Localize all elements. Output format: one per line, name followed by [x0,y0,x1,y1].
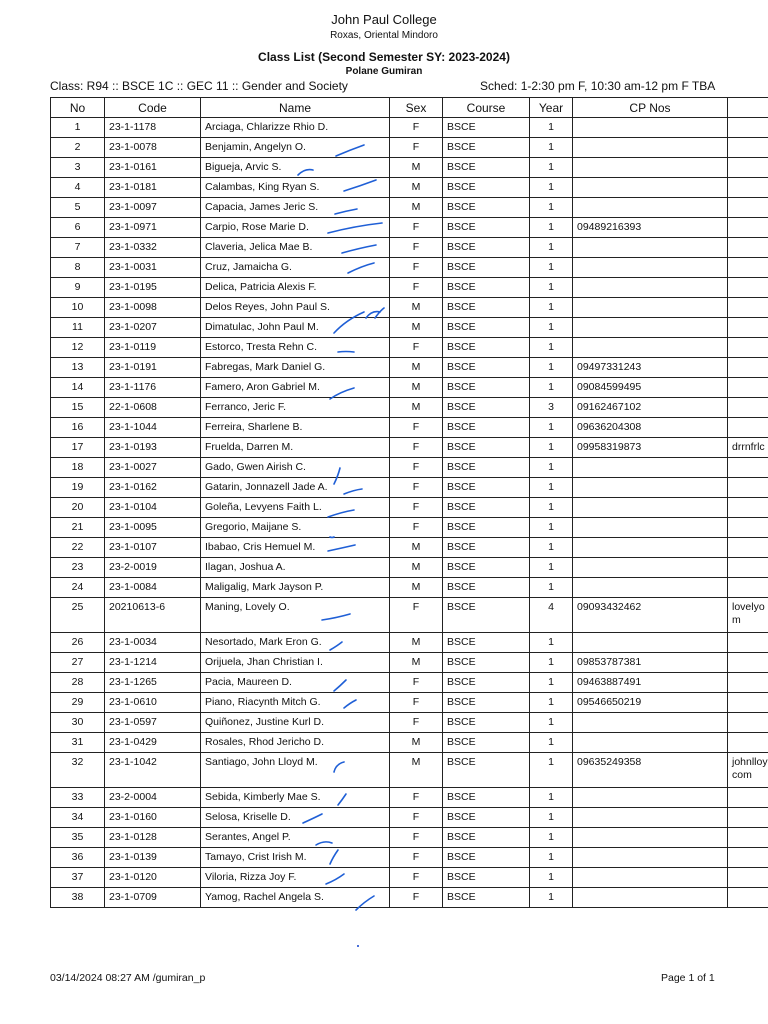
cell-year: 1 [530,238,573,258]
cell-name: Viloria, Rizza Joy F. [201,868,390,888]
pen-mark [330,850,338,864]
cell-no: 29 [51,693,105,713]
cell-no: 12 [51,338,105,358]
cell-year: 1 [530,828,573,848]
pen-mark [334,312,364,333]
pen-mark [344,700,356,708]
cell-sex: F [390,848,443,868]
cell-code: 23-1-0119 [105,338,201,358]
cell-sex: F [390,258,443,278]
cell-code: 23-1-0097 [105,198,201,218]
cell-year: 1 [530,438,573,458]
cell-year: 1 [530,498,573,518]
cell-no: 30 [51,713,105,733]
cell-cp-nos: 09093432462 [573,598,728,633]
cell-sex: F [390,693,443,713]
cell-code: 20210613-6 [105,598,201,633]
cell-code: 23-1-1214 [105,653,201,673]
cell-no: 2 [51,138,105,158]
cell-year: 3 [530,398,573,418]
cell-sex: F [390,478,443,498]
cell-year: 1 [530,418,573,438]
cell-course: BSCE [443,218,530,238]
cell-code: 23-1-0161 [105,158,201,178]
cell-code: 23-1-0139 [105,848,201,868]
cell-course: BSCE [443,458,530,478]
pen-mark [298,170,313,175]
pen-mark [335,209,357,214]
col-header-no: No [51,98,105,118]
cell-course: BSCE [443,118,530,138]
cell-course: BSCE [443,398,530,418]
cell-code: 23-1-0332 [105,238,201,258]
cell-sex: M [390,178,443,198]
print-timestamp: 03/14/2024 08:27 AM /gumiran_p [50,972,206,984]
cell-code: 23-1-0095 [105,518,201,538]
cell-no: 8 [51,258,105,278]
pen-mark [330,388,354,399]
col-header-sex: Sex [390,98,443,118]
cell-course: BSCE [443,733,530,753]
cell-year: 1 [530,653,573,673]
cell-year: 1 [530,458,573,478]
cell-sex: M [390,318,443,338]
cell-course: BSCE [443,598,530,633]
cell-course: BSCE [443,318,530,338]
pen-mark [326,874,344,884]
cell-code: 23-2-0004 [105,788,201,808]
cell-year: 1 [530,753,573,788]
cell-name: Bigueja, Arvic S. [201,158,390,178]
cell-no: 18 [51,458,105,478]
cell-no: 26 [51,633,105,653]
cell-year: 4 [530,598,573,633]
cell-course: BSCE [443,138,530,158]
cell-year: 1 [530,338,573,358]
cell-year: 1 [530,358,573,378]
cell-no: 1 [51,118,105,138]
cell-name: Goleña, Levyens Faith L. [201,498,390,518]
cell-name: Santiago, John Lloyd M. [201,753,390,788]
cell-year: 1 [530,578,573,598]
cell-sex: M [390,753,443,788]
cell-sex: M [390,578,443,598]
ink-dot [357,945,359,947]
cell-year: 1 [530,158,573,178]
cell-sex: F [390,888,443,908]
cell-year: 1 [530,868,573,888]
cell-cp-nos: 09497331243 [573,358,728,378]
cell-name: Ferranco, Jeric F. [201,398,390,418]
cell-extra: drrnfrlc [728,438,768,458]
college-name: John Paul College [331,12,437,27]
pen-mark [338,794,346,805]
pen-mark [344,180,376,191]
cell-name: Nesortado, Mark Eron G. [201,633,390,653]
cell-year: 1 [530,848,573,868]
cell-no: 35 [51,828,105,848]
cell-code: 23-1-0610 [105,693,201,713]
pen-mark [356,896,374,910]
pen-mark [330,642,342,650]
cell-name: Carpio, Rose Marie D. [201,218,390,238]
cell-year: 1 [530,888,573,908]
cell-course: BSCE [443,518,530,538]
pen-mark [316,842,332,845]
cell-cp-nos: 09463887491 [573,673,728,693]
cell-name: Calambas, King Ryan S. [201,178,390,198]
cell-code: 23-1-0709 [105,888,201,908]
cell-code: 23-1-0027 [105,458,201,478]
class-info: Class: R94 :: BSCE 1C :: GEC 11 :: Gender and Society [50,79,348,93]
col-header-name: Name [201,98,390,118]
cell-sex: M [390,378,443,398]
cell-year: 1 [530,693,573,713]
cell-name: Estorco, Tresta Rehn C. [201,338,390,358]
cell-no: 22 [51,538,105,558]
cell-code: 23-1-0429 [105,733,201,753]
cell-sex: M [390,633,443,653]
pen-mark [328,510,354,517]
cell-name: Capacia, James Jeric S. [201,198,390,218]
cell-course: BSCE [443,693,530,713]
cell-no: 15 [51,398,105,418]
cell-sex: F [390,518,443,538]
cell-code: 23-1-0195 [105,278,201,298]
cell-course: BSCE [443,238,530,258]
pen-mark [322,614,350,620]
cell-no: 9 [51,278,105,298]
cell-year: 1 [530,138,573,158]
pen-mark [366,308,384,318]
cell-course: BSCE [443,633,530,653]
cell-course: BSCE [443,868,530,888]
cell-no: 38 [51,888,105,908]
cell-course: BSCE [443,828,530,848]
cell-no: 10 [51,298,105,318]
cell-name: Tamayo, Crist Irish M. [201,848,390,868]
cell-no: 3 [51,158,105,178]
cell-cp-nos: 09636204308 [573,418,728,438]
cell-sex: F [390,498,443,518]
cell-course: BSCE [443,158,530,178]
cell-code: 23-1-0207 [105,318,201,338]
cell-code: 23-1-1176 [105,378,201,398]
cell-cp-nos: 09853787381 [573,653,728,673]
cell-name: Rosales, Rhod Jericho D. [201,733,390,753]
cell-no: 36 [51,848,105,868]
instructor-name: Polane Gumiran [345,66,423,77]
cell-sex: F [390,278,443,298]
cell-code: 23-1-1178 [105,118,201,138]
cell-sex: M [390,398,443,418]
cell-year: 1 [530,633,573,653]
col-header-code: Code [105,98,201,118]
cell-sex: M [390,198,443,218]
col-header-course: Course [443,98,530,118]
cell-name: Quiñonez, Justine Kurl D. [201,713,390,733]
cell-code: 23-1-0128 [105,828,201,848]
cell-no: 19 [51,478,105,498]
cell-name: Ilagan, Joshua A. [201,558,390,578]
cell-sex: F [390,118,443,138]
cell-no: 24 [51,578,105,598]
cell-code: 23-1-0098 [105,298,201,318]
cell-course: BSCE [443,753,530,788]
cell-name: Sebida, Kimberly Mae S. [201,788,390,808]
pen-mark [348,263,374,273]
cell-course: BSCE [443,558,530,578]
cell-name: Serantes, Angel P. [201,828,390,848]
pen-mark [344,489,362,494]
cell-code: 23-1-0181 [105,178,201,198]
cell-name: Gado, Gwen Airish C. [201,458,390,478]
cell-course: BSCE [443,358,530,378]
cell-no: 21 [51,518,105,538]
cell-year: 1 [530,808,573,828]
cell-year: 1 [530,118,573,138]
cell-sex: F [390,438,443,458]
pen-mark [342,245,376,253]
cell-no: 33 [51,788,105,808]
cell-code: 23-1-0160 [105,808,201,828]
cell-no: 28 [51,673,105,693]
cell-name: Claveria, Jelica Mae B. [201,238,390,258]
cell-no: 31 [51,733,105,753]
cell-code: 23-1-0084 [105,578,201,598]
cell-year: 1 [530,518,573,538]
pen-mark [338,352,354,353]
cell-course: BSCE [443,198,530,218]
schedule-info: Sched: 1-2:30 pm F, 10:30 am-12 pm F TBA [480,79,716,93]
cell-sex: F [390,338,443,358]
cell-course: BSCE [443,808,530,828]
cell-name: Pacia, Maureen D. [201,673,390,693]
pen-mark [336,145,364,156]
cell-code: 23-1-0971 [105,218,201,238]
cell-course: BSCE [443,278,530,298]
cell-name: Famero, Aron Gabriel M. [201,378,390,398]
document-title: Class List (Second Semester SY: 2023-2024) [258,50,510,64]
col-header-cp-nos: CP Nos [573,98,728,118]
cell-sex: M [390,298,443,318]
cell-code: 22-1-0608 [105,398,201,418]
cell-no: 7 [51,238,105,258]
cell-code: 23-1-0034 [105,633,201,653]
cell-no: 16 [51,418,105,438]
cell-sex: M [390,358,443,378]
cell-course: BSCE [443,298,530,318]
cell-sex: M [390,158,443,178]
cell-year: 1 [530,378,573,398]
cell-course: BSCE [443,258,530,278]
cell-name: Benjamin, Angelyn O. [201,138,390,158]
cell-sex: F [390,138,443,158]
cell-name: Delica, Patricia Alexis F. [201,278,390,298]
cell-name: Yamog, Rachel Angela S. [201,888,390,908]
cell-year: 1 [530,198,573,218]
cell-year: 1 [530,733,573,753]
cell-year: 1 [530,258,573,278]
cell-year: 1 [530,788,573,808]
cell-year: 1 [530,538,573,558]
cell-sex: F [390,713,443,733]
cell-course: BSCE [443,538,530,558]
cell-course: BSCE [443,888,530,908]
cell-no: 37 [51,868,105,888]
pen-mark [334,762,344,772]
cell-code: 23-1-1042 [105,753,201,788]
cell-code: 23-1-0104 [105,498,201,518]
pen-mark [328,223,382,233]
cell-course: BSCE [443,578,530,598]
cell-sex: F [390,418,443,438]
cell-no: 34 [51,808,105,828]
cell-no: 13 [51,358,105,378]
cell-name: Maning, Lovely O. [201,598,390,633]
cell-name: Fabregas, Mark Daniel G. [201,358,390,378]
pen-mark [334,468,340,484]
cell-name: Delos Reyes, John Paul S. [201,298,390,318]
cell-sex: F [390,868,443,888]
cell-name: Maligalig, Mark Jayson P. [201,578,390,598]
cell-sex: F [390,828,443,848]
cell-code: 23-1-0031 [105,258,201,278]
cell-name: Selosa, Kriselle D. [201,808,390,828]
cell-year: 1 [530,673,573,693]
cell-no: 23 [51,558,105,578]
cell-cp-nos: 09489216393 [573,218,728,238]
cell-sex: M [390,538,443,558]
cell-no: 4 [51,178,105,198]
col-header-year: Year [530,98,573,118]
cell-course: BSCE [443,713,530,733]
cell-extra: lovelyo m [728,598,768,633]
cell-name: Gregorio, Maijane S. [201,518,390,538]
cell-no: 25 [51,598,105,633]
cell-sex: F [390,788,443,808]
cell-course: BSCE [443,178,530,198]
pen-mark [330,537,334,538]
cell-name: Cruz, Jamaicha G. [201,258,390,278]
cell-name: Gatarin, Jonnazell Jade A. [201,478,390,498]
cell-name: Arciaga, Chlarizze Rhio D. [201,118,390,138]
cell-cp-nos: 09635249358 [573,753,728,788]
cell-name: Fruelda, Darren M. [201,438,390,458]
college-location: Roxas, Oriental Mindoro [330,30,438,41]
cell-name: Dimatulac, John Paul M. [201,318,390,338]
cell-code: 23-2-0019 [105,558,201,578]
page-number: Page 1 of 1 [661,972,715,984]
cell-extra: johnlloy com [728,753,768,788]
cell-code: 23-1-0597 [105,713,201,733]
cell-course: BSCE [443,378,530,398]
cell-cp-nos: 09958319873 [573,438,728,458]
cell-code: 23-1-0107 [105,538,201,558]
cell-sex: F [390,458,443,478]
cell-name: Ferreira, Sharlene B. [201,418,390,438]
cell-sex: F [390,238,443,258]
cell-course: BSCE [443,673,530,693]
cell-sex: M [390,733,443,753]
cell-no: 17 [51,438,105,458]
cell-no: 14 [51,378,105,398]
cell-cp-nos: 09162467102 [573,398,728,418]
cell-year: 1 [530,298,573,318]
cell-no: 6 [51,218,105,238]
cell-year: 1 [530,318,573,338]
cell-course: BSCE [443,438,530,458]
cell-sex: F [390,598,443,633]
cell-course: BSCE [443,498,530,518]
cell-code: 23-1-1265 [105,673,201,693]
cell-year: 1 [530,178,573,198]
pen-mark [328,545,355,551]
cell-no: 5 [51,198,105,218]
cell-no: 27 [51,653,105,673]
cell-no: 20 [51,498,105,518]
cell-course: BSCE [443,653,530,673]
cell-year: 1 [530,218,573,238]
cell-name: Orijuela, Jhan Christian I. [201,653,390,673]
cell-code: 23-1-1044 [105,418,201,438]
cell-course: BSCE [443,788,530,808]
cell-year: 1 [530,713,573,733]
cell-sex: M [390,653,443,673]
cell-code: 23-1-0078 [105,138,201,158]
cell-no: 32 [51,753,105,788]
cell-year: 1 [530,478,573,498]
cell-code: 23-1-0191 [105,358,201,378]
cell-sex: F [390,808,443,828]
cell-year: 1 [530,278,573,298]
cell-course: BSCE [443,478,530,498]
cell-name: Ibabao, Cris Hemuel M. [201,538,390,558]
cell-sex: M [390,558,443,578]
cell-cp-nos: 09546650219 [573,693,728,713]
cell-year: 1 [530,558,573,578]
pen-mark [334,680,346,691]
cell-sex: F [390,673,443,693]
cell-no: 11 [51,318,105,338]
cell-sex: F [390,218,443,238]
cell-course: BSCE [443,418,530,438]
cell-code: 23-1-0120 [105,868,201,888]
cell-name: Piano, Riacynth Mitch G. [201,693,390,713]
cell-code: 23-1-0193 [105,438,201,458]
pen-mark [303,814,322,823]
cell-course: BSCE [443,848,530,868]
cell-cp-nos: 09084599495 [573,378,728,398]
cell-code: 23-1-0162 [105,478,201,498]
cell-course: BSCE [443,338,530,358]
